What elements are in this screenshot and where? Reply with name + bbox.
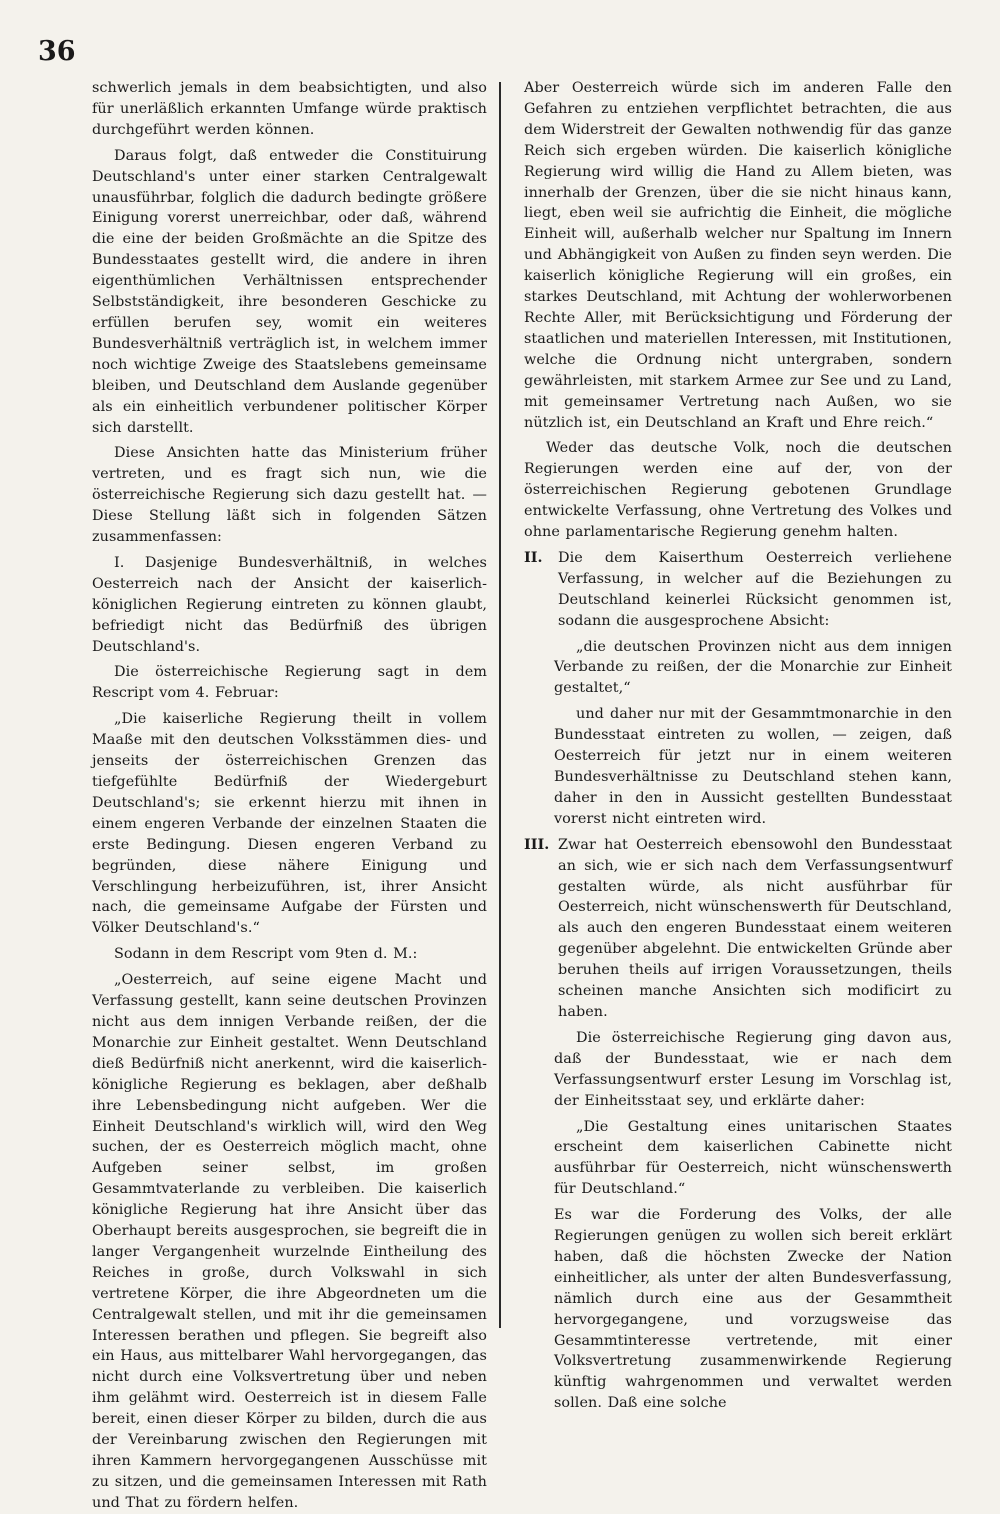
quotation: „die deutschen Provinzen nicht aus dem innigen Verbande zu reißen, der die Monarchie zur Einheit gestaltet,“ bbox=[554, 638, 952, 697]
numbered-point-3 bbox=[524, 835, 952, 1023]
point-text: Die dem Kaiserthum Oesterreich verliehene Verfassung, in welcher auf die Beziehungen zu Deutschland keinerlei Rücksicht genommen ist, sodann die ausgesprochene Absicht: bbox=[558, 549, 952, 629]
paragraph: Die österreichische Regierung ging davon aus, daß der Bundesstaat, wie er nach dem Verfassungsentwurf erster Lesung im Vorschlag ist, der Einheitsstaat sey, und erklärte daher: bbox=[554, 1029, 952, 1109]
quotation: „Oesterreich, auf seine eigene Macht und Verfassung gestellt, kann seine deutschen Provinzen nicht aus dem innigen Verbande reißen, der die Monarchie zur Einheit gestaltet. Wenn Deutschland dieß Bedürfniß nicht anerkennt, wird die kaiserlich-königliche Regierung es beklagen, aber deßhalb ihre Lebensbedingung nicht aufgeben. Wer die Einheit Deutschland's wirklich will, wird den Weg suchen, der es Oesterreich möglich macht, ohne Aufgeben seiner selbst, im großen Gesammtvaterlande zu verbleiben. Die kaiserlich königliche Regierung hat ihre Ansicht über das Oberhaupt bereits ausgesprochen, sie begreift die in langer Vergangenheit wurzelnde Eintheilung des Reiches in große, durch Volkswahl in sich vertretene Körper, die ihre Abgeordneten um die Centralgewalt stellen, und mit ihr die gemeinsamen Interessen berathen und pflegen. Sie begreift also ein Haus, aus mittelbarer Wahl hervorgegangen, das nicht durch eine Volksvertretung über und neben ihm gelähmt wird. Oesterreich ist in diesem Falle bereit, einen dieser Körper zu bilden, durch die aus der Vereinbarung zwischen den Regierungen mit ihren Kammern hervorgegangenen Ausschüsse mit zu sitzen, und die gemeinsamen Interessen mit Rath und That zu fördern helfen. bbox=[92, 972, 487, 1511]
paragraph: Diese Ansichten hatte das Ministerium früher vertreten, und es fragt sich nun, wie die österreichische Regierung sich dazu gestellt hat. — Diese Stellung läßt sich in folgenden Sätzen zusammenfassen: bbox=[92, 445, 487, 546]
right-column bbox=[524, 78, 952, 1412]
paragraph: Daraus folgt, daß entweder die Constituirung Deutschland's unter einer starken Centralgewalt unausführbar, folglich die dadurch bedingte größere Einigung vorerst unerreichbar, oder daß, während die eine der beiden Großmächte an die Spitze des Bundesstaates gestellt wird, die andere in ihren eigenthümlichen Verhältnissen entsprechender Selbstständigkeit, ihre besonderen Geschicke zu erfüllen berufen sey, womit ein weiteres Bundesverhältniß verträglich ist, in welchem immer noch wichtige Zweige des Staatslebens gemeinsame bleiben, und Deutschland dem Auslande gegenüber als ein einheitlich verbundener politischer Körper sich darstellt. bbox=[92, 147, 487, 436]
paragraph: Die österreichische Regierung sagt in dem Rescript vom 4. Februar: bbox=[92, 664, 487, 702]
paragraph: Es war die Forderung des Volks, der alle Regierungen genügen zu wollen sich bereit erklärt haben, daß die höchsten Zwecke der Nation einheitlicher, als unter der alten Bundesverfassung, nämlich durch eine aus der Gesammtheit hervorgegangene, und vorzugsweise das Gesammtinteresse vertretende, mit einer Volksvertretung zusammenwirkende Regierung künftig wahrgenommen und verwaltet werden sollen. Daß eine solche bbox=[554, 1207, 952, 1412]
paragraph: Sodann in dem Rescript vom 9ten d. M.: bbox=[114, 946, 418, 963]
paragraph: und daher nur mit der Gesammtmonarchie in den Bundesstaat eintreten zu wollen, — zeigen, daß Oesterreich für jetzt nur in einem weiteren Bundesverhältnisse zu Deutschland stehen kann, daher in den in Aussicht gestellten Bundesstaat vorerst nicht eintreten wird. bbox=[554, 706, 952, 827]
point-number: III. bbox=[524, 835, 550, 853]
numbered-point-1: I. Dasjenige Bundesverhältniß, in welches Oesterreich nach der Ansicht der kaiserlich-königlichen Regierung eintreten zu können glaubt, befriedigt nicht das Bedürfniß des übrigen Deutschland's. bbox=[92, 554, 487, 655]
paragraph: Weder das deutsche Volk, noch die deutschen Regierungen werden eine auf der, von der österreichischen Regierung gebotenen Grundlage entwickelte Verfassung, ohne Vertretung des Volkes und ohne parlamentarische Regierung genehm halten. bbox=[524, 440, 952, 541]
point-number: II. bbox=[524, 548, 543, 566]
paragraph: schwerlich jemals in dem beabsichtigten, und also für unerläßlich erkannten Umfange würde praktisch durchgeführt werden können. bbox=[92, 80, 487, 138]
numbered-point-2 bbox=[524, 548, 952, 632]
page-number: 36 bbox=[38, 36, 76, 67]
quotation: „Die Gestaltung eines unitarischen Staates erscheint dem kaiserlichen Cabinette nicht ausführbar für Oesterreich, nicht wünschenswerth für Deutschland.“ bbox=[554, 1118, 952, 1198]
point-text: Zwar hat Oesterreich ebensowohl den Bundesstaat an sich, wie er sich nach dem Verfassungsentwurf gestalten würde, als nicht ausführbar für Oesterreich, nicht wünschenswerth für Deutschland, als auch den engeren Bundesstaat einem weiteren gegenüber abgelehnt. Die entwickelten Gründe aber beruhen theils auf irrigen Voraussetzungen, theils scheinen manche Ansichten sich modificirt zu haben. bbox=[558, 836, 952, 1020]
quotation: „Die kaiserliche Regierung theilt in vollem Maaße mit den deutschen Volksstämmen dies- und jenseits der österreichischen Grenzen das tiefgefühlte Bedürfniß der Wiedergeburt Deutschland's; sie erkennt hierzu mit ihnen in einem engeren Verbande der einzelnen Staaten die erste Bedingung. Diesen engeren Verband zu begründen, diese nähere Einigung und Verschlingung herbeizuführen, ist, ihrer Ansicht nach, die gemeinsame Aufgabe der Fürsten und Völker Deutschland's.“ bbox=[92, 711, 487, 937]
left-column bbox=[92, 78, 487, 1511]
paragraph: Aber Oesterreich würde sich im anderen Falle den Gefahren zu entziehen verpflichtet betrachten, die aus dem Widerstreit der Gewalten nothwendig für das ganze Reich sich ergeben würden. Die kaiserlich königliche Regierung wird willig die Hand zu Allem bieten, was innerhalb der Grenzen, über die sie nicht hinaus kann, liegt, eben weil sie aufrichtig die Einheit, die mögliche Einheit will, außerhalb welcher nur Spaltung im Innern und Abhängigkeit von Außen zu finden seyn werden. Die kaiserlich königliche Regierung will ein großes, ein starkes Deutschland, mit Achtung der wohlerworbenen Rechte Aller, mit Berücksichtigung und Förderung der staatlichen und materiellen Interessen, mit Institutionen, welche die Ordnung nicht untergraben, sondern gewährleisten, mit starkem Armee zur See und zu Land, mit gemeinsamer Vertretung nach Außen, wo sie nützlich ist, ein Deutschland an Kraft und Ehre reich.“ bbox=[524, 80, 952, 431]
column-divider bbox=[499, 82, 501, 1328]
